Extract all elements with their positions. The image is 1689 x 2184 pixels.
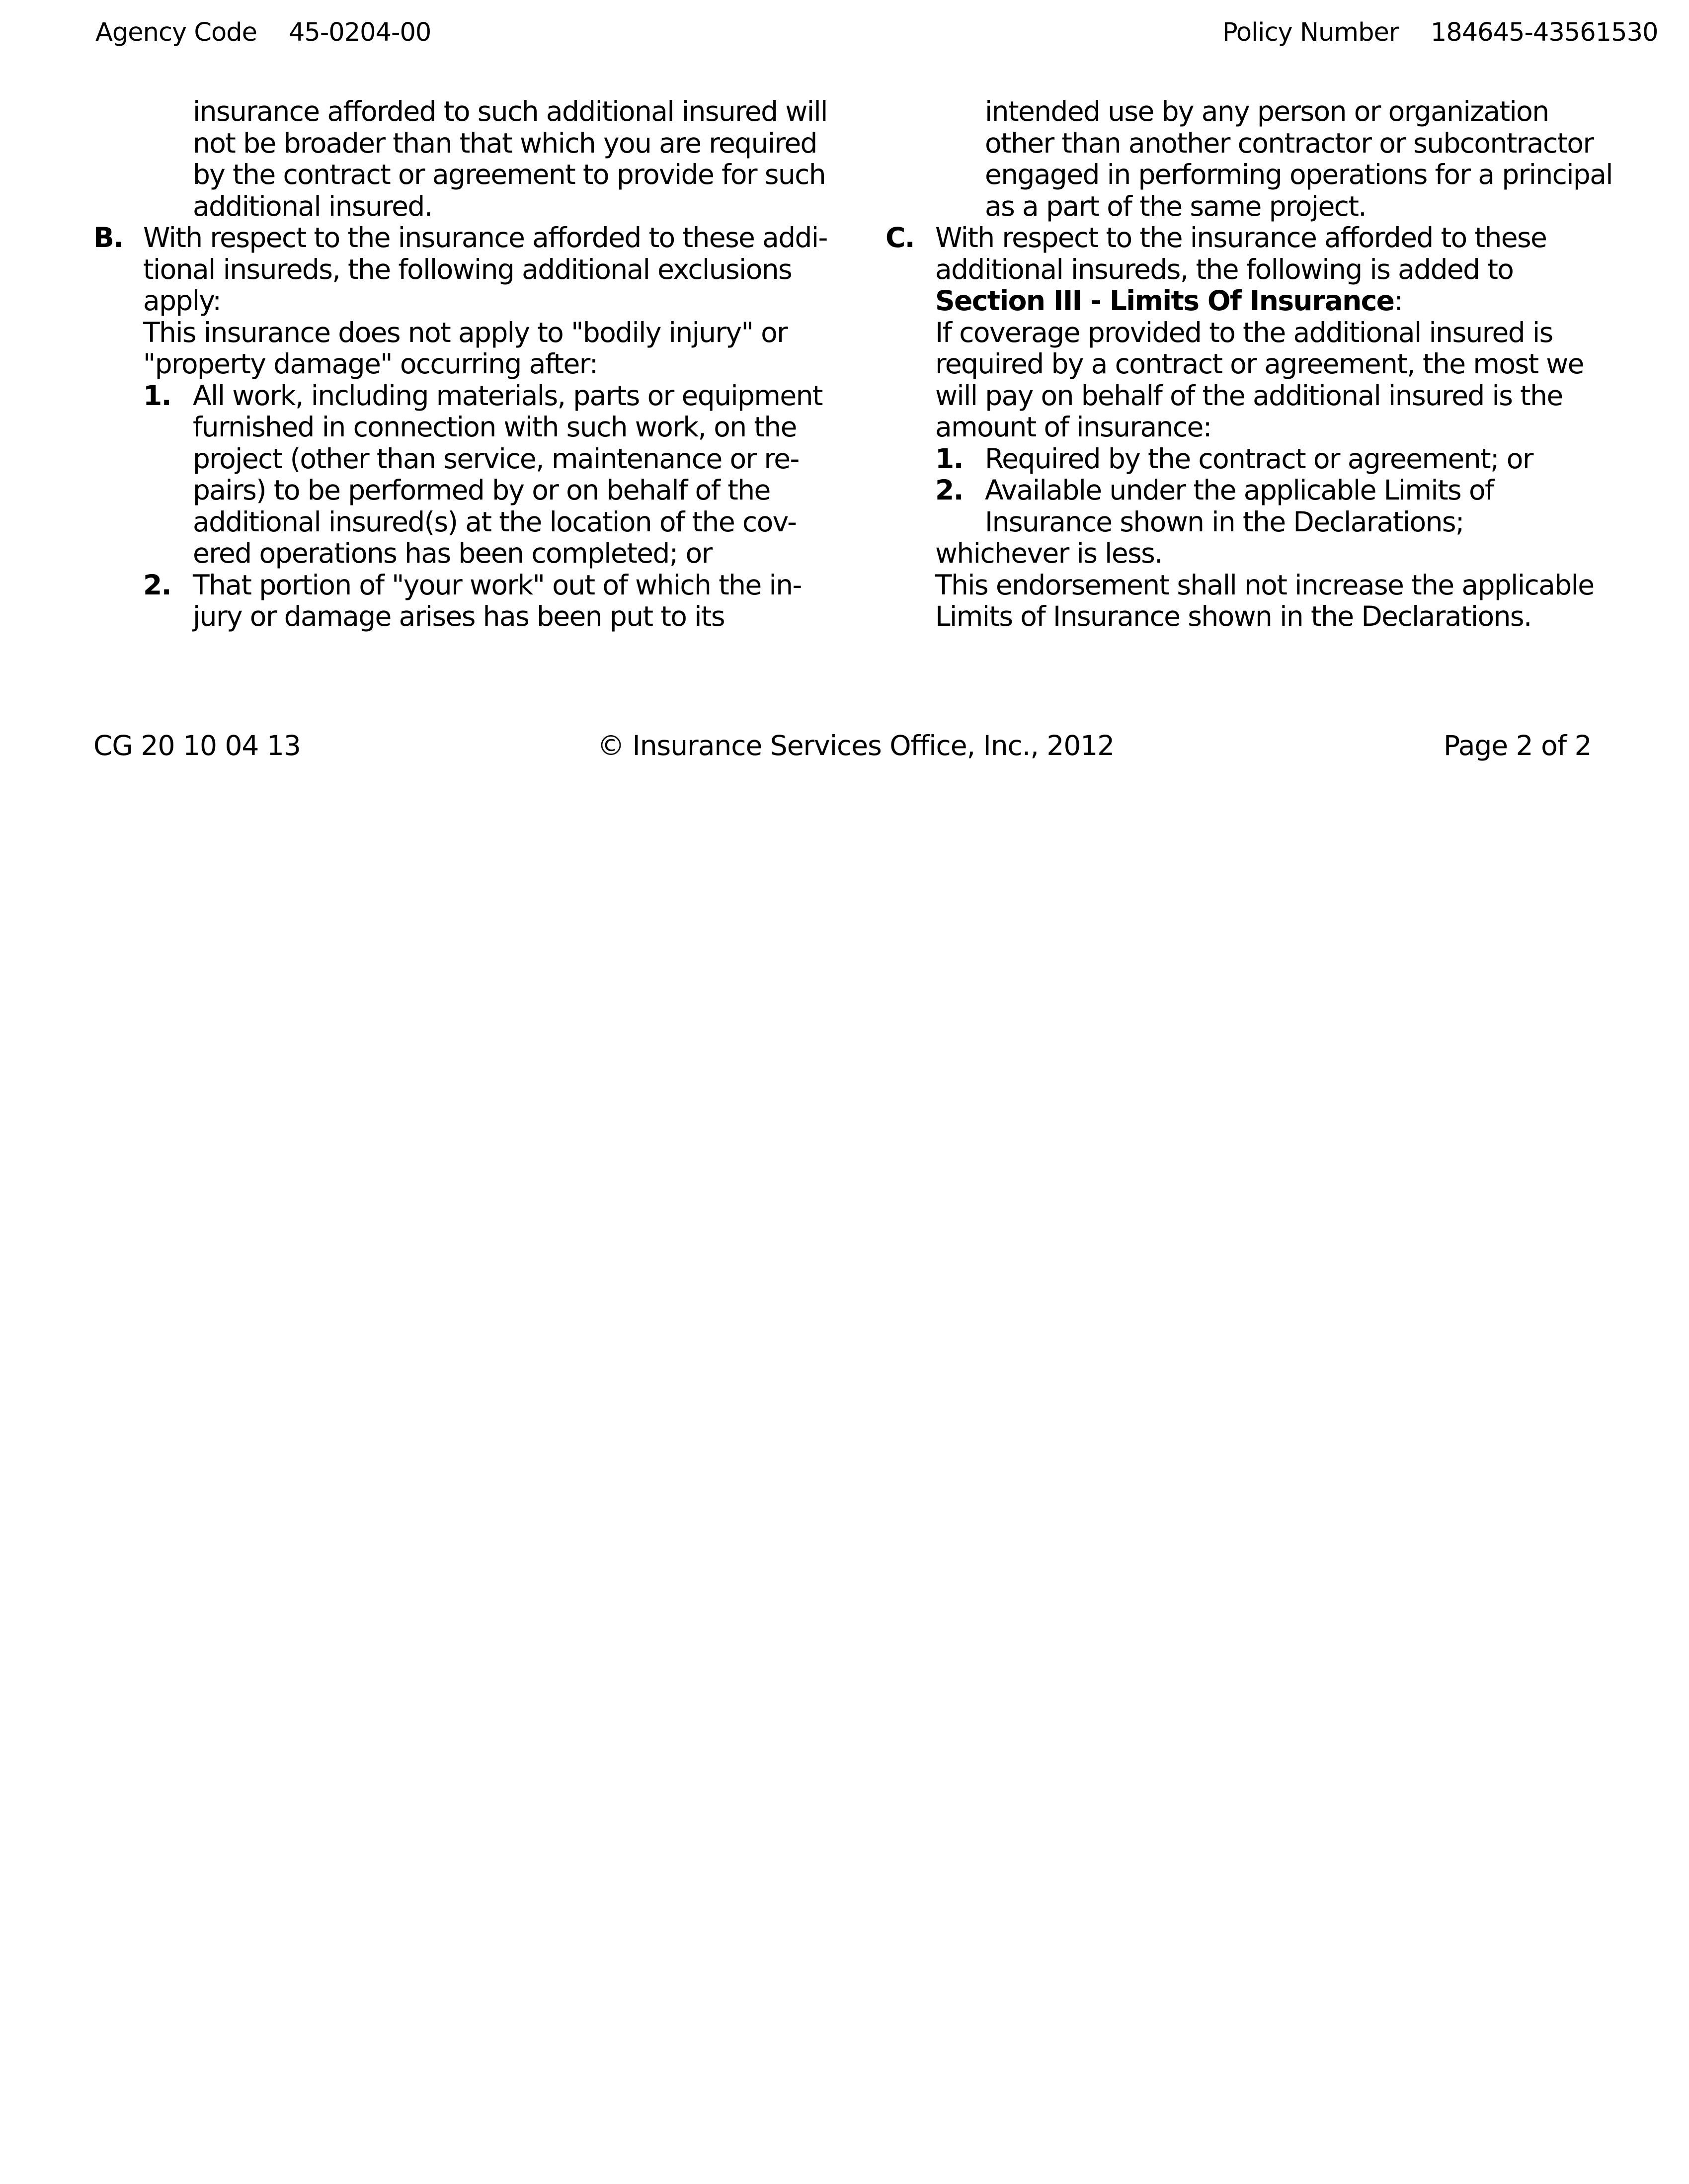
item-text-line: furnished in connection with such work, on the [193,411,797,443]
item-number: 1. [935,442,963,475]
continuation-line: intended use by any person or organization [985,95,1549,127]
item-number: 2. [143,569,171,601]
section-b-text-line: This insurance does not apply to "bodily injury" or [143,316,788,348]
section-title: Section III - Limits Of Insurance [935,285,1394,317]
policy-number-label: Policy Number [1222,18,1399,47]
continuation-line: not be broader than that which you are required [193,127,817,159]
item-text-line: additional insured(s) at the location of the cov- [193,505,797,538]
agency-code-value: 45-0204-00 [288,18,431,47]
section-c-label: C. [885,222,915,253]
section-title-suffix: : [1394,285,1403,317]
item-number: 1. [143,379,171,412]
copyright-notice: © Insurance Services Office, Inc., 2012 [597,730,1115,761]
form-number: CG 20 10 04 13 [93,730,301,761]
page-number: Page 2 of 2 [1444,730,1592,761]
item-text-line: jury or damage arises has been put to its [193,600,724,632]
continuation-line: by the contract or agreement to provide for such [193,159,826,190]
section-b-item-2 [93,570,814,633]
item-text-line: project (other than service, maintenance or re- [193,442,799,475]
section-b-text-line: "property damage" occurring after: [143,348,598,380]
left-column [93,95,827,633]
section-c-text-line: With respect to the insurance afforded to these [935,222,1547,253]
agency-code-label: Agency Code [95,18,257,47]
section-b-item-1 [93,379,822,570]
item-text-line: Available under the applicable Limits of [985,474,1494,506]
section-b-text-line: apply: [143,285,221,317]
continuation-line: additional insured. [193,190,432,222]
section-c-text-line: This endorsement shall not increase the applicable [935,569,1594,601]
section-c-text-line: additional insureds, the following is added to [935,253,1514,285]
item-text-line: Insurance shown in the Declarations; [985,505,1464,538]
continuation-line: other than another contractor or subcontractor [985,127,1594,159]
item-text-line: All work, including materials, parts or equipment [193,379,822,412]
item-text-line: pairs) to be performed by or on behalf of the [193,474,770,506]
section-c-item-1 [885,443,1606,475]
section-c-text-line: amount of insurance: [935,411,1211,443]
section-b [93,222,827,633]
section-c-item-2 [885,475,1606,538]
section-b-text-line: tional insureds, the following additional exclusions [143,253,792,285]
agency-code-header [95,14,431,52]
section-c-text-line: required by a contract or agreement, the most we [935,348,1584,380]
section-b-label: B. [93,222,123,253]
policy-number-header [1222,14,1658,52]
item-text-line: That portion of "your work" out of which the in- [193,569,802,601]
continuation-line: engaged in performing operations for a principal [985,159,1612,190]
item-text-line: Required by the contract or agreement; or [985,442,1533,475]
policy-number-value: 184645-43561530 [1430,18,1658,47]
item-text-line: ered operations has been completed; or [193,537,712,569]
section-b-text-line: With respect to the insurance afforded to these addi- [143,222,827,253]
item-number: 2. [935,474,963,506]
section-c-text-line: will pay on behalf of the additional insured is the [935,379,1563,412]
right-column [885,95,1612,633]
section-c-text-line: Limits of Insurance shown in the Declarations. [935,600,1531,632]
continuation-line: as a part of the same project. [985,190,1367,222]
section-c-text-line: whichever is less. [935,537,1163,569]
section-c [885,222,1606,633]
section-c-text-line: If coverage provided to the additional insured is [935,316,1553,348]
continuation-line: insurance afforded to such additional insured will [193,95,827,127]
